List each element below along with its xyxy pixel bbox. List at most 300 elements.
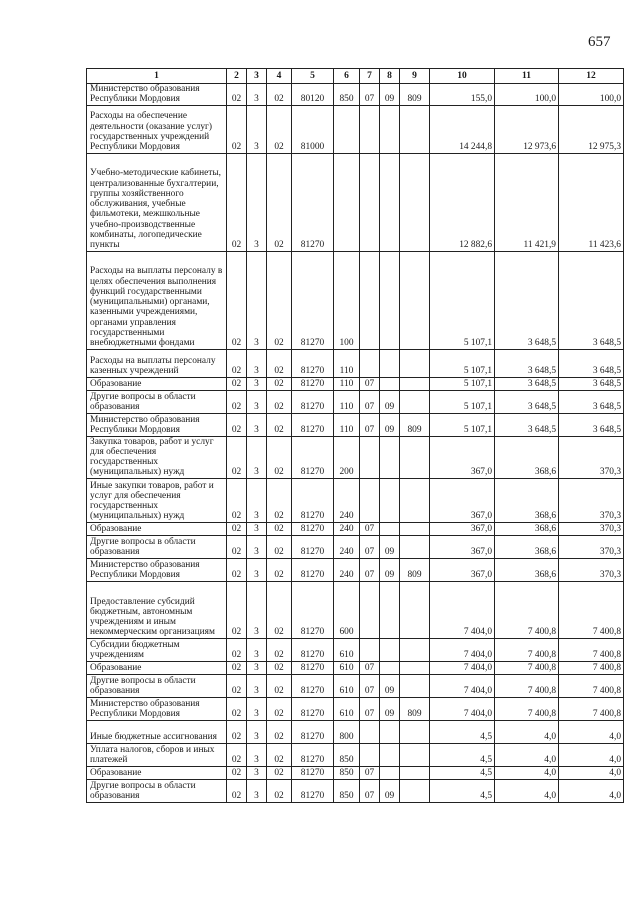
code-cell: 02 <box>267 251 292 349</box>
code-cell: 02 <box>267 153 292 251</box>
amount-cell: 368,6 <box>495 535 559 558</box>
row-label-cell: Расходы на обеспечение деятельности (оказание услуг) государственных учреждений Республики Мордовия <box>87 105 227 153</box>
code-cell: 81270 <box>292 436 334 478</box>
code-cell <box>360 251 380 349</box>
code-cell: 02 <box>267 390 292 413</box>
code-cell: 610 <box>334 674 360 697</box>
code-cell: 07 <box>360 766 380 779</box>
row-label-cell: Министерство образования Республики Мордовия <box>87 84 227 106</box>
code-cell <box>400 436 430 478</box>
code-cell: 02 <box>267 535 292 558</box>
code-cell: 07 <box>360 558 380 581</box>
row-label-cell: Иные закупки товаров, работ и услуг для обеспечения государственных (муниципальных) нужд <box>87 478 227 522</box>
table-row <box>87 674 624 697</box>
amount-cell: 7 400,8 <box>495 674 559 697</box>
row-label-cell: Образование <box>87 522 227 535</box>
amount-cell: 367,0 <box>430 478 495 522</box>
amount-cell: 4,0 <box>495 766 559 779</box>
row-label-cell: Иные бюджетные ассигнования <box>87 720 227 743</box>
code-cell: 81270 <box>292 377 334 390</box>
code-cell <box>400 661 430 674</box>
code-cell: 02 <box>227 522 247 535</box>
column-header: 4 <box>267 69 292 84</box>
code-cell <box>380 638 400 661</box>
amount-cell: 5 107,1 <box>430 251 495 349</box>
code-cell: 81270 <box>292 661 334 674</box>
column-header: 5 <box>292 69 334 84</box>
code-cell: 100 <box>334 251 360 349</box>
row-label-cell: Министерство образования Республики Мордовия <box>87 413 227 436</box>
code-cell: 3 <box>247 105 267 153</box>
code-cell <box>380 720 400 743</box>
code-cell: 09 <box>380 779 400 802</box>
code-cell: 02 <box>267 349 292 377</box>
amount-cell: 3 648,5 <box>559 377 624 390</box>
table-row <box>87 349 624 377</box>
code-cell: 02 <box>227 697 247 720</box>
code-cell: 850 <box>334 779 360 802</box>
code-cell: 09 <box>380 674 400 697</box>
code-cell <box>380 349 400 377</box>
code-cell: 02 <box>227 661 247 674</box>
code-cell: 850 <box>334 766 360 779</box>
code-cell: 81270 <box>292 720 334 743</box>
column-header: 8 <box>380 69 400 84</box>
code-cell: 09 <box>380 390 400 413</box>
code-cell <box>400 251 430 349</box>
budget-table <box>86 68 624 803</box>
table-row <box>87 581 624 638</box>
code-cell: 07 <box>360 674 380 697</box>
column-header: 9 <box>400 69 430 84</box>
amount-cell: 4,0 <box>559 779 624 802</box>
amount-cell: 7 400,8 <box>559 674 624 697</box>
code-cell: 07 <box>360 522 380 535</box>
code-cell: 3 <box>247 535 267 558</box>
code-cell: 81270 <box>292 697 334 720</box>
code-cell <box>360 581 380 638</box>
code-cell <box>400 638 430 661</box>
code-cell: 3 <box>247 779 267 802</box>
code-cell: 600 <box>334 581 360 638</box>
code-cell: 110 <box>334 377 360 390</box>
row-label-cell: Другие вопросы в области образования <box>87 535 227 558</box>
code-cell: 02 <box>227 153 247 251</box>
code-cell <box>400 105 430 153</box>
amount-cell: 3 648,5 <box>559 413 624 436</box>
code-cell <box>400 377 430 390</box>
amount-cell: 14 244,8 <box>430 105 495 153</box>
code-cell: 02 <box>267 377 292 390</box>
amount-cell: 4,5 <box>430 779 495 802</box>
row-label-cell: Образование <box>87 661 227 674</box>
code-cell: 02 <box>227 478 247 522</box>
code-cell: 809 <box>400 558 430 581</box>
table-row <box>87 558 624 581</box>
table-body <box>87 84 624 803</box>
amount-cell: 12 975,3 <box>559 105 624 153</box>
code-cell <box>400 522 430 535</box>
code-cell <box>400 674 430 697</box>
code-cell: 3 <box>247 436 267 478</box>
amount-cell: 100,0 <box>559 84 624 106</box>
code-cell <box>380 522 400 535</box>
code-cell <box>400 581 430 638</box>
column-header: 12 <box>559 69 624 84</box>
code-cell <box>360 720 380 743</box>
amount-cell: 12 973,6 <box>495 105 559 153</box>
amount-cell: 155,0 <box>430 84 495 106</box>
amount-cell: 3 648,5 <box>559 349 624 377</box>
amount-cell: 7 404,0 <box>430 661 495 674</box>
amount-cell: 4,5 <box>430 743 495 766</box>
code-cell <box>400 535 430 558</box>
column-header: 6 <box>334 69 360 84</box>
amount-cell: 370,3 <box>559 522 624 535</box>
code-cell <box>400 349 430 377</box>
code-cell: 02 <box>227 377 247 390</box>
code-cell <box>400 478 430 522</box>
amount-cell: 3 648,5 <box>495 251 559 349</box>
code-cell: 110 <box>334 413 360 436</box>
row-label-cell: Министерство образования Республики Мордовия <box>87 697 227 720</box>
code-cell <box>360 478 380 522</box>
code-cell: 81270 <box>292 558 334 581</box>
code-cell: 02 <box>267 105 292 153</box>
code-cell: 02 <box>227 766 247 779</box>
amount-cell: 7 400,8 <box>495 581 559 638</box>
code-cell: 02 <box>267 674 292 697</box>
code-cell: 81270 <box>292 153 334 251</box>
code-cell: 81270 <box>292 766 334 779</box>
code-cell: 3 <box>247 558 267 581</box>
row-label-cell: Образование <box>87 377 227 390</box>
code-cell: 02 <box>227 743 247 766</box>
code-cell: 81270 <box>292 779 334 802</box>
row-label-cell: Субсидии бюджетным учреждениям <box>87 638 227 661</box>
row-label-cell: Другие вопросы в области образования <box>87 674 227 697</box>
code-cell: 240 <box>334 558 360 581</box>
table-row <box>87 661 624 674</box>
row-label-cell: Учебно-методические кабинеты, централизованные бухгалтерии, группы хозяйственного обслуживания, учебные фильмотеки, межшкольные учебно-производственные комбинаты, логопедические пункты <box>87 153 227 251</box>
code-cell: 3 <box>247 638 267 661</box>
code-cell <box>334 105 360 153</box>
code-cell <box>380 661 400 674</box>
table-row <box>87 779 624 802</box>
column-header: 10 <box>430 69 495 84</box>
code-cell: 3 <box>247 661 267 674</box>
code-cell <box>380 478 400 522</box>
amount-cell: 368,6 <box>495 478 559 522</box>
code-cell: 3 <box>247 674 267 697</box>
code-cell: 610 <box>334 638 360 661</box>
table-row <box>87 377 624 390</box>
code-cell: 02 <box>227 105 247 153</box>
code-cell: 3 <box>247 697 267 720</box>
table-row <box>87 638 624 661</box>
code-cell: 02 <box>267 522 292 535</box>
amount-cell: 368,6 <box>495 558 559 581</box>
code-cell: 3 <box>247 743 267 766</box>
amount-cell: 12 882,6 <box>430 153 495 251</box>
column-header: 2 <box>227 69 247 84</box>
amount-cell: 368,6 <box>495 436 559 478</box>
code-cell: 3 <box>247 349 267 377</box>
code-cell: 240 <box>334 478 360 522</box>
amount-cell: 4,5 <box>430 720 495 743</box>
code-cell <box>400 720 430 743</box>
code-cell: 02 <box>267 413 292 436</box>
row-label-cell: Расходы на выплаты персоналу казенных учреждений <box>87 349 227 377</box>
code-cell: 81270 <box>292 390 334 413</box>
code-cell <box>360 638 380 661</box>
code-cell: 80120 <box>292 84 334 106</box>
amount-cell: 7 400,8 <box>495 638 559 661</box>
code-cell: 610 <box>334 697 360 720</box>
table-header-row <box>87 69 624 84</box>
amount-cell: 4,0 <box>495 720 559 743</box>
code-cell: 02 <box>267 84 292 106</box>
code-cell: 81270 <box>292 478 334 522</box>
code-cell: 02 <box>227 349 247 377</box>
code-cell: 3 <box>247 390 267 413</box>
code-cell <box>380 581 400 638</box>
amount-cell: 11 423,6 <box>559 153 624 251</box>
code-cell: 3 <box>247 153 267 251</box>
code-cell <box>400 743 430 766</box>
table-row <box>87 766 624 779</box>
code-cell <box>360 436 380 478</box>
code-cell <box>400 390 430 413</box>
code-cell: 09 <box>380 697 400 720</box>
amount-cell: 367,0 <box>430 436 495 478</box>
amount-cell: 5 107,1 <box>430 377 495 390</box>
code-cell: 81270 <box>292 251 334 349</box>
table-row <box>87 697 624 720</box>
code-cell: 02 <box>227 638 247 661</box>
code-cell: 02 <box>267 697 292 720</box>
code-cell: 07 <box>360 661 380 674</box>
amount-cell: 368,6 <box>495 522 559 535</box>
table-row <box>87 720 624 743</box>
code-cell <box>380 743 400 766</box>
code-cell: 3 <box>247 478 267 522</box>
table-row <box>87 436 624 478</box>
code-cell: 02 <box>227 436 247 478</box>
code-cell <box>380 377 400 390</box>
amount-cell: 370,3 <box>559 436 624 478</box>
code-cell: 110 <box>334 349 360 377</box>
amount-cell: 370,3 <box>559 558 624 581</box>
amount-cell: 4,0 <box>495 779 559 802</box>
amount-cell: 7 404,0 <box>430 581 495 638</box>
row-label-cell: Расходы на выплаты персоналу в целях обеспечения выполнения функций государственными (муниципальными) органами, казенными учреждениями, органами управления государственными внебюджетными фондами <box>87 251 227 349</box>
amount-cell: 3 648,5 <box>495 413 559 436</box>
code-cell: 02 <box>227 674 247 697</box>
amount-cell: 367,0 <box>430 535 495 558</box>
code-cell <box>360 153 380 251</box>
code-cell: 3 <box>247 766 267 779</box>
code-cell: 81000 <box>292 105 334 153</box>
amount-cell: 7 400,8 <box>495 661 559 674</box>
code-cell: 81270 <box>292 581 334 638</box>
table-row <box>87 522 624 535</box>
code-cell: 02 <box>227 779 247 802</box>
row-label-cell: Уплата налогов, сборов и иных платежей <box>87 743 227 766</box>
table-row <box>87 743 624 766</box>
code-cell: 02 <box>227 84 247 106</box>
amount-cell: 7 400,8 <box>559 638 624 661</box>
code-cell <box>400 779 430 802</box>
amount-cell: 3 648,5 <box>495 377 559 390</box>
table-row <box>87 84 624 106</box>
code-cell: 02 <box>227 535 247 558</box>
code-cell: 09 <box>380 413 400 436</box>
code-cell <box>334 153 360 251</box>
amount-cell: 4,0 <box>559 766 624 779</box>
code-cell: 02 <box>227 581 247 638</box>
code-cell: 610 <box>334 661 360 674</box>
code-cell: 02 <box>267 436 292 478</box>
amount-cell: 7 404,0 <box>430 674 495 697</box>
code-cell: 81270 <box>292 413 334 436</box>
amount-cell: 5 107,1 <box>430 349 495 377</box>
row-label-cell: Закупка товаров, работ и услуг для обеспечения государственных (муниципальных) нужд <box>87 436 227 478</box>
amount-cell: 7 400,8 <box>495 697 559 720</box>
code-cell: 02 <box>267 558 292 581</box>
table-row <box>87 153 624 251</box>
code-cell: 809 <box>400 413 430 436</box>
amount-cell: 4,5 <box>430 766 495 779</box>
code-cell: 09 <box>380 84 400 106</box>
amount-cell: 7 404,0 <box>430 638 495 661</box>
code-cell <box>400 766 430 779</box>
code-cell: 81270 <box>292 522 334 535</box>
row-label-cell: Предоставление субсидий бюджетным, автономным учреждениям и иным некоммерческим организациям <box>87 581 227 638</box>
row-label-cell: Другие вопросы в области образования <box>87 390 227 413</box>
column-header: 7 <box>360 69 380 84</box>
code-cell: 3 <box>247 581 267 638</box>
code-cell: 81270 <box>292 535 334 558</box>
amount-cell: 5 107,1 <box>430 390 495 413</box>
amount-cell: 4,0 <box>559 743 624 766</box>
code-cell: 02 <box>267 779 292 802</box>
code-cell: 81270 <box>292 349 334 377</box>
code-cell <box>360 349 380 377</box>
table-row <box>87 251 624 349</box>
code-cell: 07 <box>360 390 380 413</box>
code-cell: 110 <box>334 390 360 413</box>
code-cell: 809 <box>400 84 430 106</box>
amount-cell: 7 400,8 <box>559 581 624 638</box>
code-cell <box>400 153 430 251</box>
code-cell: 07 <box>360 413 380 436</box>
amount-cell: 3 648,5 <box>559 390 624 413</box>
amount-cell: 7 404,0 <box>430 697 495 720</box>
code-cell: 09 <box>380 558 400 581</box>
code-cell: 3 <box>247 522 267 535</box>
code-cell: 09 <box>380 535 400 558</box>
amount-cell: 3 648,5 <box>495 349 559 377</box>
column-header: 11 <box>495 69 559 84</box>
amount-cell: 7 400,8 <box>559 697 624 720</box>
code-cell <box>380 766 400 779</box>
row-label-cell: Другие вопросы в области образования <box>87 779 227 802</box>
code-cell: 240 <box>334 535 360 558</box>
code-cell: 02 <box>267 766 292 779</box>
code-cell <box>360 105 380 153</box>
code-cell: 200 <box>334 436 360 478</box>
code-cell: 809 <box>400 697 430 720</box>
code-cell: 02 <box>267 638 292 661</box>
page-number: 657 <box>588 34 611 50</box>
code-cell: 02 <box>267 478 292 522</box>
code-cell: 240 <box>334 522 360 535</box>
amount-cell: 7 400,8 <box>559 661 624 674</box>
column-header: 3 <box>247 69 267 84</box>
row-label-cell: Образование <box>87 766 227 779</box>
code-cell: 3 <box>247 413 267 436</box>
code-cell: 81270 <box>292 674 334 697</box>
code-cell: 02 <box>227 558 247 581</box>
table-row <box>87 535 624 558</box>
code-cell: 02 <box>267 743 292 766</box>
code-cell: 07 <box>360 779 380 802</box>
amount-cell: 370,3 <box>559 535 624 558</box>
code-cell: 02 <box>267 581 292 638</box>
amount-cell: 5 107,1 <box>430 413 495 436</box>
column-header: 1 <box>87 69 227 84</box>
code-cell: 02 <box>227 720 247 743</box>
amount-cell: 4,0 <box>495 743 559 766</box>
code-cell: 07 <box>360 697 380 720</box>
code-cell: 850 <box>334 743 360 766</box>
amount-cell: 367,0 <box>430 558 495 581</box>
code-cell <box>380 153 400 251</box>
amount-cell: 370,3 <box>559 478 624 522</box>
table-row <box>87 478 624 522</box>
code-cell <box>360 743 380 766</box>
code-cell: 81270 <box>292 638 334 661</box>
code-cell: 3 <box>247 720 267 743</box>
code-cell: 02 <box>267 661 292 674</box>
code-cell: 800 <box>334 720 360 743</box>
table-row <box>87 390 624 413</box>
code-cell <box>380 105 400 153</box>
amount-cell: 4,0 <box>559 720 624 743</box>
table-row <box>87 105 624 153</box>
code-cell: 3 <box>247 84 267 106</box>
code-cell: 02 <box>267 720 292 743</box>
row-label-cell: Министерство образования Республики Мордовия <box>87 558 227 581</box>
code-cell: 02 <box>227 251 247 349</box>
code-cell: 850 <box>334 84 360 106</box>
code-cell: 07 <box>360 535 380 558</box>
amount-cell: 367,0 <box>430 522 495 535</box>
code-cell <box>380 251 400 349</box>
amount-cell: 3 648,5 <box>559 251 624 349</box>
code-cell: 02 <box>227 390 247 413</box>
amount-cell: 100,0 <box>495 84 559 106</box>
code-cell: 81270 <box>292 743 334 766</box>
code-cell: 07 <box>360 84 380 106</box>
table-row <box>87 413 624 436</box>
code-cell: 02 <box>227 413 247 436</box>
amount-cell: 3 648,5 <box>495 390 559 413</box>
code-cell: 3 <box>247 251 267 349</box>
code-cell: 3 <box>247 377 267 390</box>
code-cell: 07 <box>360 377 380 390</box>
